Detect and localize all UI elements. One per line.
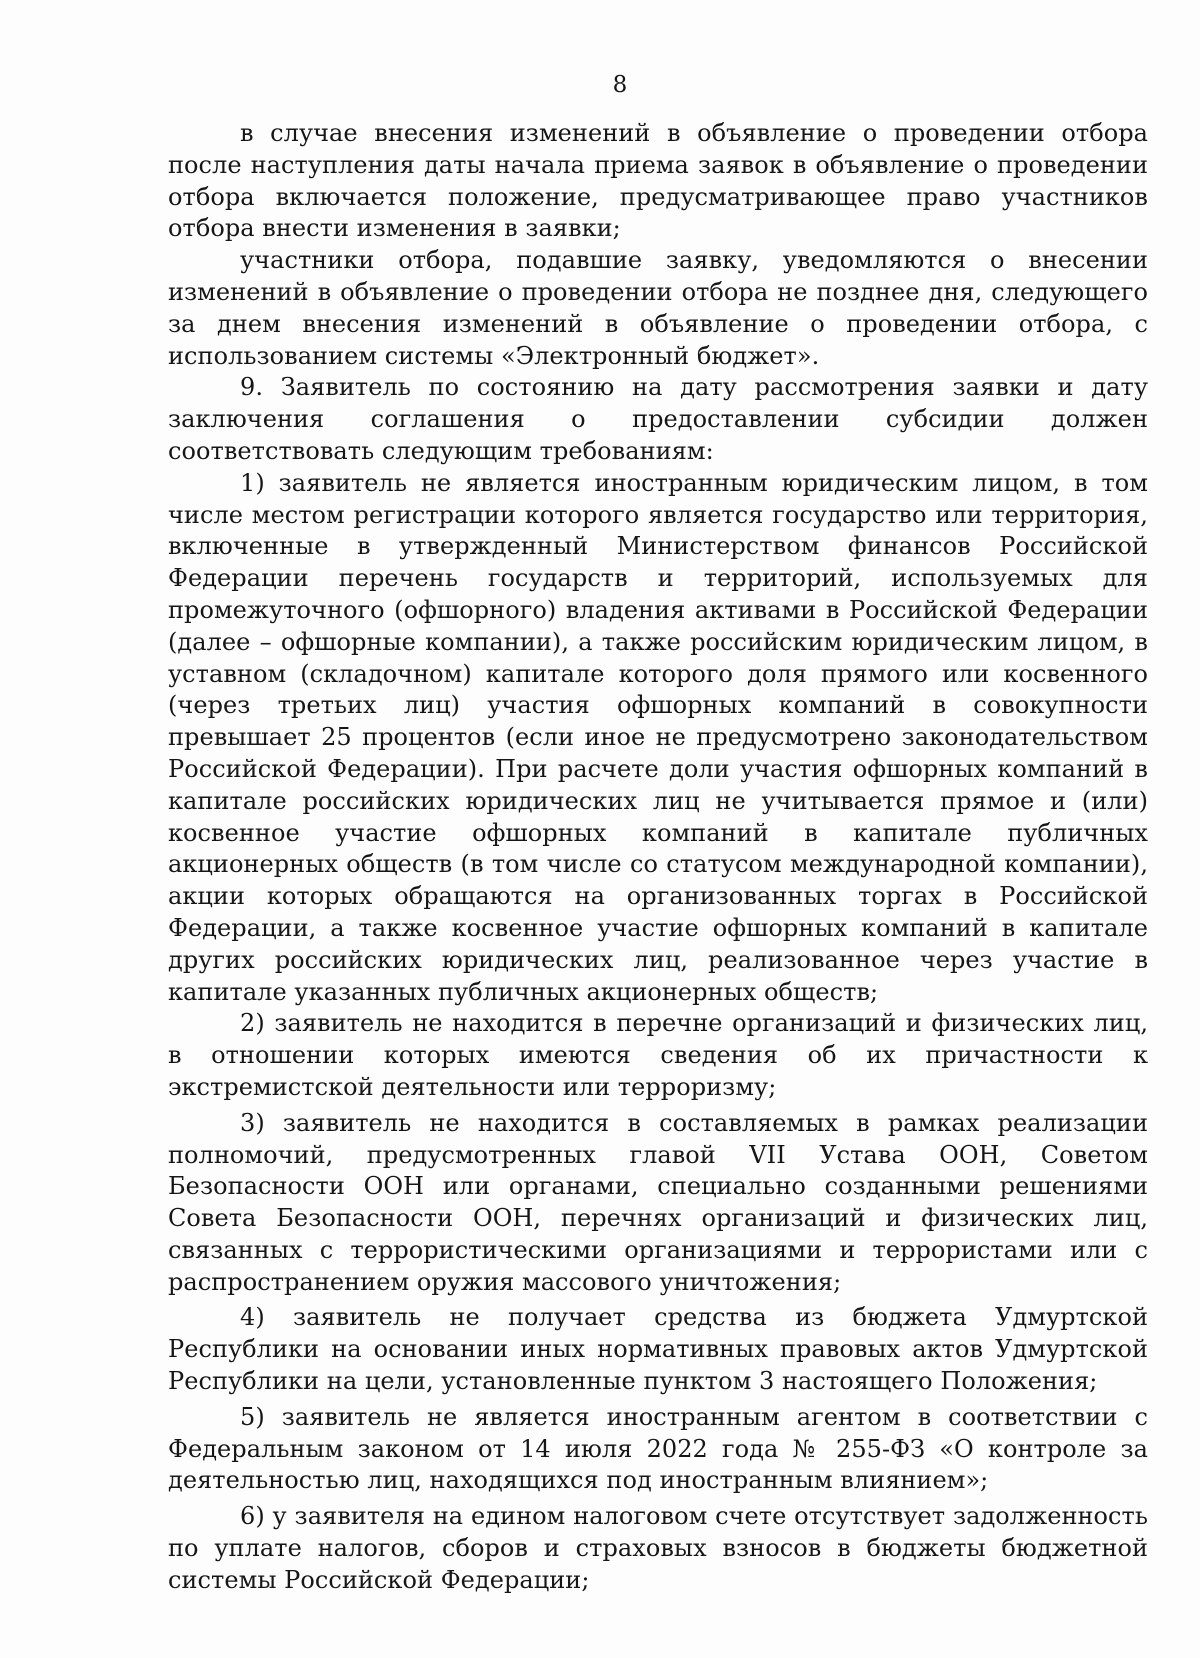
paragraph-requirement-5: 5) заявитель не является иностранным агентом в соответствии с Федеральным законом от 14 июля 2022 года № 255-ФЗ «О контроле за деятельностью лиц, находящихся под иностранным влиянием»; [168,1402,1148,1495]
paragraph-requirement-1: 1) заявитель не является иностранным юридическим лицом, в том числе местом регистрации которого является государство или территория, включенные в утвержденный Министерством финансов Российской Федерации перечень государств и территорий, используемых для промежуточного (офшорного) владения активами в Российской Федерации (далее – офшорные компании), а также российским юридическим лицом, в уставном (складочном) капитале которого доля прямого или косвенного (через третьих лиц) участия офшорных компаний в совокупности превышает 25 процентов (если иное не предусмотрено законодательством Российской Федерации). При расчете доли участия офшорных компаний в капитале российских юридических лиц не учитывается прямое и (или) косвенное участие офшорных компаний в капитале публичных акционерных обществ (в том числе со статусом международной компании), акции которых обращаются на организованных торгах в Российской Федерации, а также косвенное участие офшорных компаний в капитале других российских юридических лиц, реализованное через участие в капитале указанных публичных акционерных обществ; [168,468,1148,1006]
paragraph-requirement-6: 6) у заявителя на едином налоговом счете отсутствует задолженность по уплате налогов, сборов и страховых взносов в бюджеты бюджетной системы Российской Федерации; [168,1502,1148,1594]
document-body [168,118,1148,1597]
paragraph-requirement-3: 3) заявитель не находится в составляемых в рамках реализации полномочий, предусмотренных главой VII Устава ООН, Советом Безопасности ООН или органами, специально созданными решениями Совета Безопасности ООН, перечнях организаций и физических лиц, связанных с террористическими организациями и террористами или с распространением оружия массового уничтожения; [168,1108,1148,1296]
paragraph-clause-9: 9. Заявитель по состоянию на дату рассмотрения заявки и дату заключения соглашения о предоставлении субсидии должен соответствовать следующим требованиям: [168,373,1148,465]
paragraph-requirement-2: 2) заявитель не находится в перечне организаций и физических лиц, в отношении которых имеются сведения об их причастности к экстремистской деятельности или терроризму; [168,1009,1148,1101]
page-number: 8 [612,72,628,98]
paragraph-requirement-4: 4) заявитель не получает средства из бюджета Удмуртской Республики на основании иных нормативных правовых актов Удмуртской Республики на цели, установленные пунктом 3 настоящего Положения; [168,1303,1148,1396]
paragraph-notice-changes: в случае внесения изменений в объявление о проведении отбора после наступления даты начала приема заявок в объявление о проведении отбора включается положение, предусматривающее право участников отбора внести изменения в заявки; [168,119,1148,243]
paragraph-participants-notified: участники отбора, подавшие заявку, уведомляются о внесении изменений в объявление о проведении отбора не позднее дня, следующего за днем внесения изменений в объявление о проведении отбора, с использованием системы «Электронный бюджет». [168,246,1148,370]
